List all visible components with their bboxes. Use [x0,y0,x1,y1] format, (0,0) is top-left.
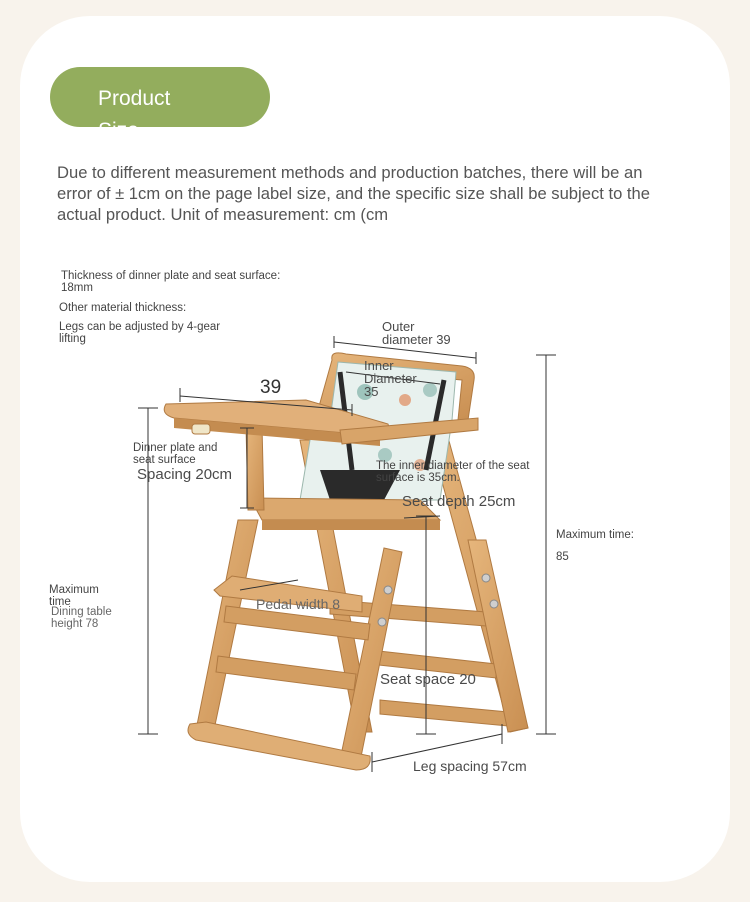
outer-diameter-label: Outer diameter 39 [382,319,451,347]
inner-seat-label: The inner diameter of the seat surface is 35cm. [376,460,530,484]
back-rung-3 [380,700,508,726]
spec-other-material: Other material thickness: [59,302,187,314]
badge-label: Product Size [98,87,171,142]
tray-width-label: 39 [260,377,282,398]
max-time-left-label: Maximum time [49,584,99,608]
tray-support [246,426,264,510]
tray-knob [192,424,210,434]
spec-thickness: Thickness of dinner plate and seat surface: 18mm [61,270,281,294]
inner-diameter-label: Inner Diameter 35 [364,358,417,399]
front-rung [216,656,356,690]
leg-spacing-label: Leg spacing 57cm [413,758,527,774]
measurement-notice: Due to different measurement methods and production batches, there will be an error of ± 1cm on the page label size, and the specific size shall be subject to the actual product. Unit of measurement: cm (cm [57,163,650,224]
max-time-right-value: 85 [556,551,569,563]
spacing-label: Spacing 20cm [137,466,233,483]
plate-seat-label: Dinner plate and seat surface [133,442,218,466]
spec-legs: Legs can be adjusted by 4-gear lifting [59,321,221,345]
max-time-right-label: Maximum time: [556,529,634,541]
seat-depth-label: Seat depth 25cm [402,493,516,510]
pedal-width-label: Pedal width 8 [256,596,341,612]
seat-edge [262,520,440,530]
dining-height-label: Dining table height 78 [51,606,112,630]
seat-space-label: Seat space 20 [380,671,476,688]
front-right-rear-leg [468,540,528,732]
